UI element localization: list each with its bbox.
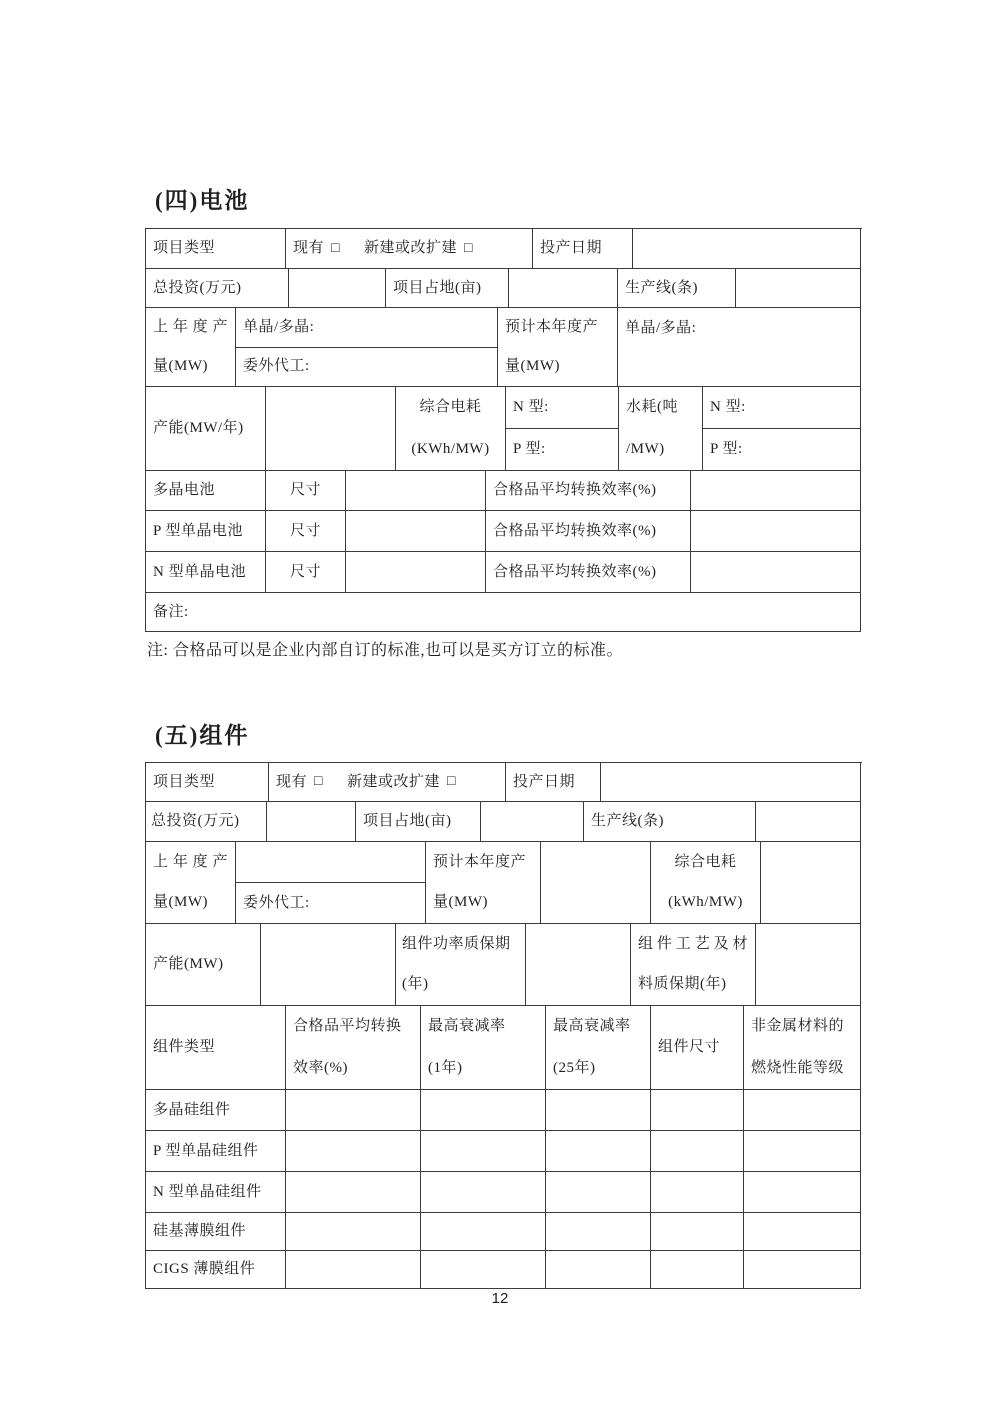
module-cell-input[interactable]: [286, 1172, 421, 1213]
power-consumption-input[interactable]: [761, 842, 861, 924]
remarks-input[interactable]: 备注:: [146, 593, 861, 632]
table-row: [146, 308, 862, 387]
last-year-output-label: 上年度产 量(MW): [146, 842, 236, 924]
module-type-label: N 型单晶硅组件: [146, 1172, 286, 1213]
water-p-type-input[interactable]: P 型:: [710, 441, 743, 458]
power-warranty-label: 组件功率质保期 (年): [396, 924, 526, 1006]
efficiency-label: 合格品平均转换效率(%): [486, 552, 691, 593]
production-date-label: 投产日期: [533, 229, 633, 269]
capacity-input[interactable]: [261, 924, 396, 1006]
module-cell-input[interactable]: [651, 1172, 744, 1213]
cell-type-label: 多晶电池: [146, 471, 266, 511]
page-number: 12: [491, 1290, 509, 1307]
module-type-label: 多晶硅组件: [146, 1090, 286, 1131]
module-cell-input[interactable]: [651, 1131, 744, 1172]
table-row: [146, 1251, 862, 1289]
section-title-battery: (四)电池: [155, 188, 250, 213]
module-cell-input[interactable]: [744, 1131, 861, 1172]
table-row: [146, 593, 862, 632]
size-input[interactable]: [346, 471, 486, 511]
size-label: 尺寸: [266, 511, 346, 552]
production-lines-input[interactable]: [756, 802, 861, 842]
power-warranty-input[interactable]: [526, 924, 631, 1006]
new-or-expanded-checkbox-icon[interactable]: □: [464, 240, 473, 256]
water-n-type-input[interactable]: N 型:: [703, 387, 860, 429]
table-row: [146, 511, 862, 552]
total-investment-label: 总投资(万元): [146, 269, 289, 308]
module-cell-input[interactable]: [546, 1090, 651, 1131]
table-row: [146, 552, 862, 593]
efficiency-input[interactable]: [691, 552, 861, 593]
module-cell-input[interactable]: [286, 1090, 421, 1131]
size-input[interactable]: [346, 552, 486, 593]
section-title-module: (五)组件: [155, 723, 250, 748]
table-header-row: [146, 1006, 862, 1090]
project-type-options: [269, 763, 506, 802]
cell-type-label: N 型单晶电池: [146, 552, 266, 593]
module-cell-input[interactable]: [286, 1251, 421, 1289]
production-lines-label: 生产线(条): [618, 269, 736, 308]
capacity-label: 产能(MW/年): [146, 387, 266, 471]
module-cell-input[interactable]: [421, 1090, 546, 1131]
production-date-label: 投产日期: [506, 763, 601, 802]
fire-rating-header: 非金属材料的 燃烧性能等级: [744, 1006, 861, 1090]
water-consumption-label: 水耗(吨 /MW): [619, 387, 703, 471]
existing-checkbox-icon[interactable]: □: [331, 240, 340, 256]
efficiency-input[interactable]: [691, 471, 861, 511]
production-date-input[interactable]: [601, 763, 861, 802]
module-cell-input[interactable]: [546, 1251, 651, 1289]
module-type-label: P 型单晶硅组件: [146, 1131, 286, 1172]
existing-checkbox-icon[interactable]: □: [314, 774, 323, 790]
efficiency-label: 合格品平均转换效率(%): [486, 511, 691, 552]
power-n-type-input[interactable]: N 型:: [506, 387, 618, 429]
land-area-input[interactable]: [509, 269, 618, 308]
land-area-input[interactable]: [481, 802, 584, 842]
table-row: [146, 1213, 862, 1251]
power-consumption-np: [506, 387, 619, 471]
efficiency-header: 合格品平均转换 效率(%): [286, 1006, 421, 1090]
battery-table: [145, 228, 862, 632]
material-warranty-label: 组件工艺及材 料质保期(年): [631, 924, 756, 1006]
module-cell-input[interactable]: [744, 1172, 861, 1213]
table-row: [146, 842, 862, 924]
production-lines-input[interactable]: [736, 269, 861, 308]
module-cell-input[interactable]: [546, 1172, 651, 1213]
land-area-label: 项目占地(亩): [356, 802, 481, 842]
project-type-label: 项目类型: [146, 229, 286, 269]
expected-output-label: 预计本年度产 量(MW): [426, 842, 541, 924]
table-row: [146, 269, 862, 308]
outsourcing-input[interactable]: 委外代工:: [243, 894, 310, 911]
module-cell-input[interactable]: [651, 1251, 744, 1289]
efficiency-input[interactable]: [691, 511, 861, 552]
table-row: [146, 1131, 862, 1172]
module-cell-input[interactable]: [421, 1131, 546, 1172]
module-cell-input[interactable]: [421, 1172, 546, 1213]
size-input[interactable]: [346, 511, 486, 552]
module-cell-input[interactable]: [421, 1251, 546, 1289]
capacity-label: 产能(MW): [146, 924, 261, 1006]
new-or-expanded-checkbox-icon[interactable]: □: [447, 774, 456, 790]
last-year-output-breakdown: [236, 308, 498, 387]
module-cell-input[interactable]: [421, 1213, 546, 1251]
outsourcing-input[interactable]: 委外代工:: [243, 358, 310, 375]
module-type-label: CIGS 薄膜组件: [146, 1251, 286, 1289]
footnote: 注: 合格品可以是企业内部自订的标准,也可以是买方订立的标准。: [147, 642, 623, 659]
module-table: [145, 762, 862, 1289]
land-area-label: 项目占地(亩): [386, 269, 509, 308]
degradation-25y-header: 最高衰减率 (25年): [546, 1006, 651, 1090]
production-date-input[interactable]: [633, 229, 861, 269]
table-row: [146, 1172, 862, 1213]
table-row: [146, 387, 862, 471]
last-year-output-input[interactable]: [236, 842, 425, 883]
table-row: [146, 229, 862, 269]
expected-output-label: 预计本年度产 量(MW): [498, 308, 618, 387]
new-or-expanded-label: 新建或改扩建: [346, 773, 440, 790]
module-cell-input[interactable]: [546, 1131, 651, 1172]
degradation-1y-header: 最高衰减率 (1年): [421, 1006, 546, 1090]
module-cell-input[interactable]: [286, 1131, 421, 1172]
module-type-header: 组件类型: [146, 1006, 286, 1090]
module-cell-input[interactable]: [651, 1090, 744, 1131]
new-or-expanded-label: 新建或改扩建: [363, 240, 457, 257]
module-cell-input[interactable]: [651, 1213, 744, 1251]
table-row: [146, 1090, 862, 1131]
module-cell-input[interactable]: [744, 1251, 861, 1289]
total-investment-input[interactable]: [289, 269, 386, 308]
expected-output-input[interactable]: [541, 842, 651, 924]
capacity-input[interactable]: [266, 387, 396, 471]
module-cell-input[interactable]: [546, 1213, 651, 1251]
power-consumption-label: 综合电耗 (KWh/MW): [396, 387, 506, 471]
production-lines-label: 生产线(条): [584, 802, 756, 842]
module-cell-input[interactable]: [744, 1090, 861, 1131]
total-investment-input[interactable]: [267, 802, 356, 842]
project-type-options: [286, 229, 533, 269]
existing-label: 现有: [293, 240, 325, 257]
size-label: 尺寸: [266, 471, 346, 511]
size-label: 尺寸: [266, 552, 346, 593]
mono-multi-input[interactable]: 单晶/多晶:: [236, 308, 497, 348]
table-row: [146, 763, 862, 802]
power-p-type-input[interactable]: P 型:: [513, 441, 546, 458]
table-row: [146, 924, 862, 1006]
module-size-header: 组件尺寸: [651, 1006, 744, 1090]
table-row: [146, 802, 862, 842]
cell-type-label: P 型单晶电池: [146, 511, 266, 552]
existing-label: 现有: [276, 773, 308, 790]
last-year-output-breakdown: [236, 842, 426, 924]
module-type-label: 硅基薄膜组件: [146, 1213, 286, 1251]
power-consumption-label: 综合电耗 (kWh/MW): [651, 842, 761, 924]
expected-mono-multi-input[interactable]: 单晶/多晶:: [618, 308, 861, 387]
module-cell-input[interactable]: [744, 1213, 861, 1251]
total-investment-label: 总投资(万元): [146, 802, 267, 842]
efficiency-label: 合格品平均转换效率(%): [486, 471, 691, 511]
project-type-label: 项目类型: [146, 763, 269, 802]
water-consumption-np: [703, 387, 861, 471]
module-cell-input[interactable]: [286, 1213, 421, 1251]
material-warranty-input[interactable]: [756, 924, 861, 1006]
table-row: [146, 471, 862, 511]
last-year-output-label: 上年度产 量(MW): [146, 308, 236, 387]
